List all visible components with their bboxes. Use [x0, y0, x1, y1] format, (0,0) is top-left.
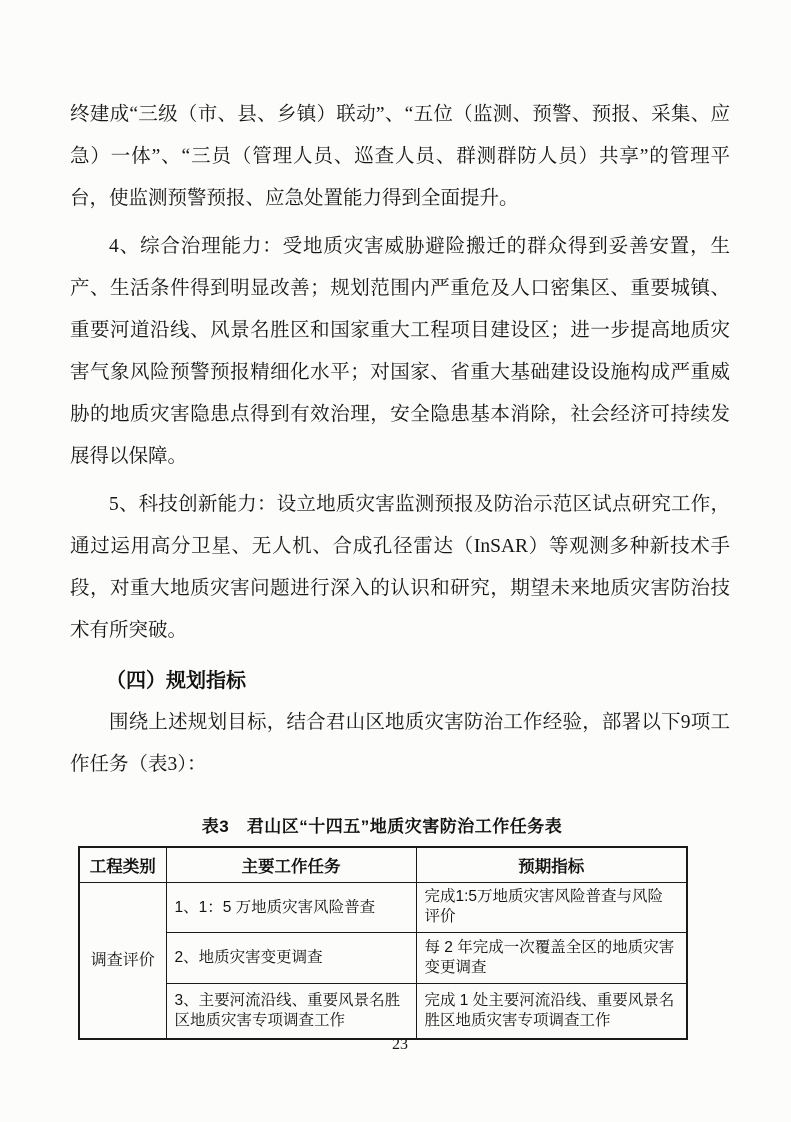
column-header-task: 主要工作任务: [166, 847, 416, 883]
target-cell: 完成1:5万地质灾害风险普查与风险评价: [416, 883, 687, 933]
target-cell: 每 2 年完成一次覆盖全区的地质灾害变更调查: [416, 933, 687, 984]
work-task-table-block: [78, 812, 686, 1040]
document-page-content: [70, 94, 730, 792]
intro-paragraph: 围绕上述规划目标，结合君山区地质灾害防治工作经验，部署以下9项工作任务（表3）：: [70, 712, 730, 775]
table-row: [79, 883, 687, 933]
paragraph-item-4: 4、综合治理能力：受地质灾害威胁避险搬迁的群众得到妥善安置，生产、生活条件得到明显改善；规划范围内严重危及人口密集区、重要城镇、重要河道沿线、风景名胜区和国家重大工程项目建设区；进一步提高地质灾害气象风险预警预报精细化水平；对国家、省重大基础建设设施构成严重威胁的地质灾害隐患点得到有效治理，安全隐患基本消除，社会经济可持续发展得以保障。: [70, 236, 730, 467]
work-task-table: [78, 846, 688, 1040]
task-cell: 2、地质灾害变更调查: [166, 933, 416, 984]
table-title: 表3 君山区“十四五”地质灾害防治工作任务表: [201, 817, 563, 836]
page-number: 23: [392, 1036, 408, 1053]
table-row: [79, 984, 687, 1040]
task-cell: 1、1：5 万地质灾害风险普查: [166, 883, 416, 933]
target-cell: 完成 1 处主要河流沿线、重要风景名胜区地质灾害专项调查工作: [416, 984, 687, 1040]
section-heading: （四）规划指标: [106, 670, 246, 692]
table-header-row: [79, 847, 687, 883]
paragraph-continuation: 终建成“三级（市、县、乡镇）联动”、“五位（监测、预警、预报、采集、应急）一体”、“三员（管理人员、巡查人员、群测群防人员）共享”的管理平台，使监测预警预报、应急处置能力得到全面提升。: [70, 104, 730, 209]
task-cell: 3、主要河流沿线、重要风景名胜区地质灾害专项调查工作: [166, 984, 416, 1040]
column-header-category: 工程类别: [79, 847, 166, 883]
paragraph-item-5: 5、科技创新能力：设立地质灾害监测预报及防治示范区试点研究工作，通过运用高分卫星、无人机、合成孔径雷达（InSAR）等观测多种新技术手段，对重大地质灾害问题进行深入的认识和研究，期望未来地质灾害防治技术有所突破。: [70, 494, 730, 641]
category-cell: 调查评价: [79, 883, 166, 1040]
table-row: [79, 933, 687, 984]
column-header-target: 预期指标: [416, 847, 687, 883]
